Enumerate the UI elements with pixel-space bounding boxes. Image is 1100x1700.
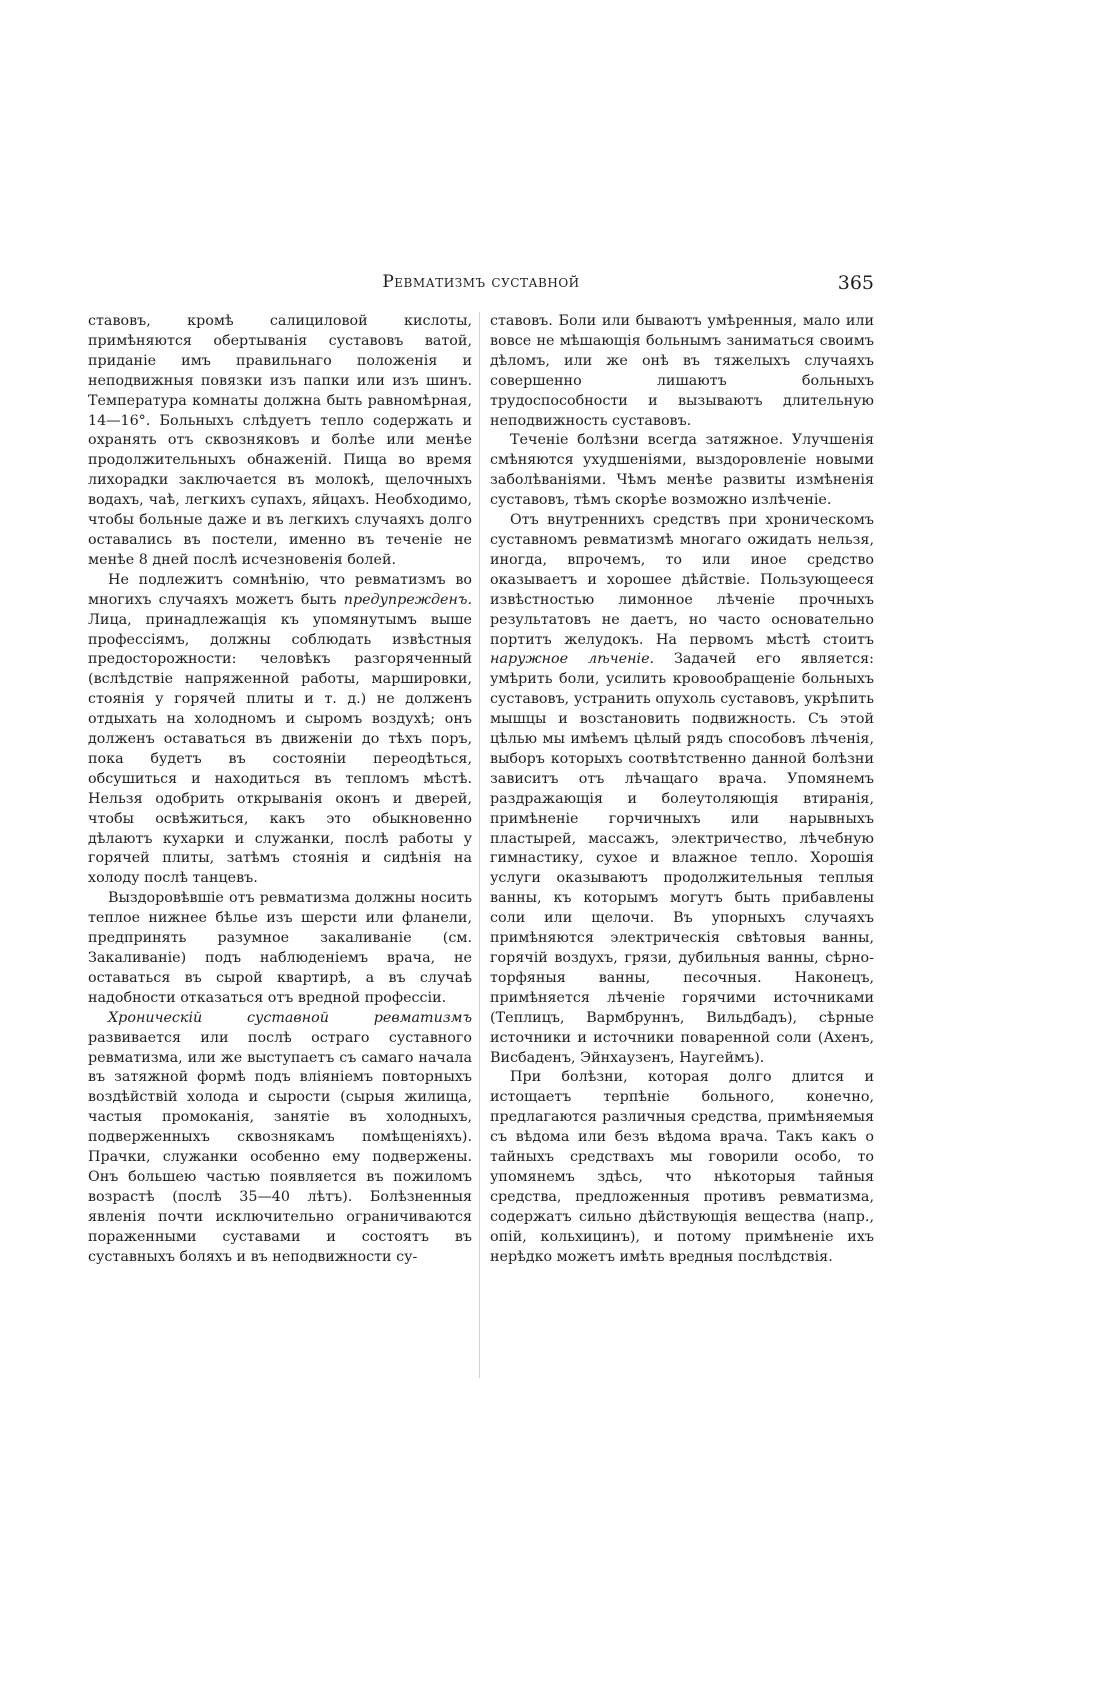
paragraph — [490, 511, 874, 1068]
column-divider — [479, 312, 480, 1378]
emphasis-text: наружное лѣченіе. — [490, 651, 655, 668]
emphasis-text: предупрежденъ. — [343, 591, 472, 608]
paragraph: ставовъ. Боли или бываютъ умѣренныя, мало или вовсе не мѣшающія больнымъ заниматься своимъ дѣломъ, или же онѣ въ тяжелыхъ случаяхъ совершенно лишаютъ больныхъ трудоспособности и вызываютъ длительную неподвижность суставовъ. — [490, 313, 874, 429]
paragraph-text: Отъ внутреннихъ средствъ при хроническомъ суставномъ ревматизмѣ многаго ожидать нельзя, иногда, впрочемъ, то или иное средство оказываетъ и хорошее дѣйствіе. Пользующееся извѣстностью лимонное лѣченіе прочныхъ результатовъ не даетъ, но часто основательно портитъ желудокъ. На первомъ мѣстѣ стоитъ — [490, 512, 874, 648]
paragraph: При болѣзни, которая долго длится и истощаетъ терпѣніе больного, конечно, предлагаются различныя средства, примѣняемыя съ вѣдома или безъ вѣдома врача. Такъ какъ о тайныхъ средствахъ мы говорили особо, то упомянемъ здѣсь, что нѣкоторыя тайныя средства, предложенныя противъ ревматизма, содержатъ сильно дѣйствующія вещества (напр., опій, кольхицинъ), и потому примѣненіе ихъ нерѣдко можетъ имѣть вредныя послѣдствія. — [490, 1069, 874, 1265]
paragraph-text: развивается или послѣ остраго суставного ревматизма, или же выступаетъ съ самаго начала въ затяжной формѣ подъ вліяніемъ повторныхъ воздѣйствій холода и сырости (сырыя жилища, частыя промоканія, занятіе въ холодныхъ, подверженныхъ сквознякамъ помѣщеніяхъ). Прачки, служанки особенно ему подвержены. Онъ большею частью появляется въ пожиломъ возрастѣ (послѣ 35—40 лѣтъ). Болѣзненныя явленія почти исключительно ограничиваются пораженными суставами и состоятъ въ суставныхъ боляхъ и въ неподвижности су- — [88, 1029, 472, 1265]
paragraph — [88, 571, 472, 890]
paragraph-text: Лица, принадлежащія къ упомянутымъ выше профессіямъ, должны соблюдать извѣстныя предосторожности: человѣкъ разгоряченный (вслѣдствіе напряженной работы, маршировки, стоянія у горячей плиты и т. д.) не долженъ отдыхать на холодномъ и сыромъ воздухѣ; онъ долженъ оставаться въ движеніи до тѣхъ поръ, пока будетъ въ состояніи переодѣться, обсушиться и находиться въ тепломъ мѣстѣ. Нельзя одобрить открыванія оконъ и дверей, чтобы освѣжиться, какъ это обыкновенно дѣлаютъ кухарки и служанки, послѣ работы у горячей плиты, затѣмъ стоянія и сидѣнія на холоду послѣ танцевъ. — [88, 611, 472, 887]
paragraph: ставовъ, кромѣ салициловой кислоты, примѣняются обертыванія суставовъ ватой, приданіе имъ правильнаго положенія и неподвижныя повязки изъ папки или изъ шинъ. Температура комнаты должна быть равномѣрная, 14—16°. Больныхъ слѣдуетъ тепло содержать и охранять отъ сквозняковъ и болѣе или менѣе продолжительныхъ обнаженій. Пища во время лихорадки заключается въ молокѣ, щелочныхъ водахъ, чаѣ, легкихъ супахъ, яйцахъ. Необходимо, чтобы больные даже и въ легкихъ случаяхъ долго оставались въ постели, именно въ теченіе не менѣе 8 дней послѣ исчезновенія болей. — [88, 313, 472, 568]
page-title: Ревматизмъ суставной — [382, 272, 580, 292]
paragraph: Выздоровѣвшіе отъ ревматизма должны носить теплое нижнее бѣлье изъ шерсти или фланели, предпринять разумное закаливаніе (см. Закаливаніе) подъ наблюденіемъ врача, не оставаться въ сырой квартирѣ, а въ случаѣ надобности отказаться отъ вредной профессіи. — [88, 890, 472, 1006]
right-column — [490, 312, 874, 1268]
page-number: 365 — [837, 272, 874, 294]
running-header — [88, 272, 874, 302]
section-term: Хроническій суставной ревматизмъ — [108, 1009, 472, 1026]
left-column — [88, 312, 472, 1268]
paragraph: Теченіе болѣзни всегда затяжное. Улучшенія смѣняются ухудшеніями, выздоровленіе новыми заболѣваніями. Чѣмъ менѣе развиты измѣненія суставовъ, тѣмъ скорѣе возможно излѣченіе. — [490, 432, 874, 509]
paragraph — [88, 1009, 472, 1268]
paragraph-text: Не подлежитъ сомнѣнію, что ревматизмъ во многихъ случаяхъ можетъ быть — [88, 571, 472, 608]
paragraph-text: Задачей его является: умѣрить боли, усилить кровообращеніе больныхъ суставовъ, устранить опухоль суставовъ, укрѣпить мышцы и возстановить подвижность. Съ этой цѣлью мы имѣемъ цѣлый рядъ способовъ лѣченія, выборъ которыхъ соотвѣтственно данной болѣзни зависитъ отъ лѣчащаго врача. Упомянемъ раздражающія и болеутоляющія втиранія, примѣненіе горчичныхъ или нарывныхъ пластырей, массажъ, электричество, лѣчебную гимнастику, сухое и влажное тепло. Хорошія услуги оказываютъ продолжительныя теплыя ванны, къ которымъ могутъ быть прибавлены соли или щелочи. Въ упорныхъ случаяхъ примѣняются электрическія свѣтовыя ванны, горячій воздухъ, грязи, дубильныя ванны, сѣрно-торфяныя ванны, песочныя. Наконецъ, примѣняется лѣченіе горячими источниками (Теплицъ, Вармбруннъ, Вильдбадъ), сѣрные источники и источники поваренной соли (Ахенъ, Висбаденъ, Эйнхаузенъ, Наугеймъ). — [490, 651, 874, 1066]
